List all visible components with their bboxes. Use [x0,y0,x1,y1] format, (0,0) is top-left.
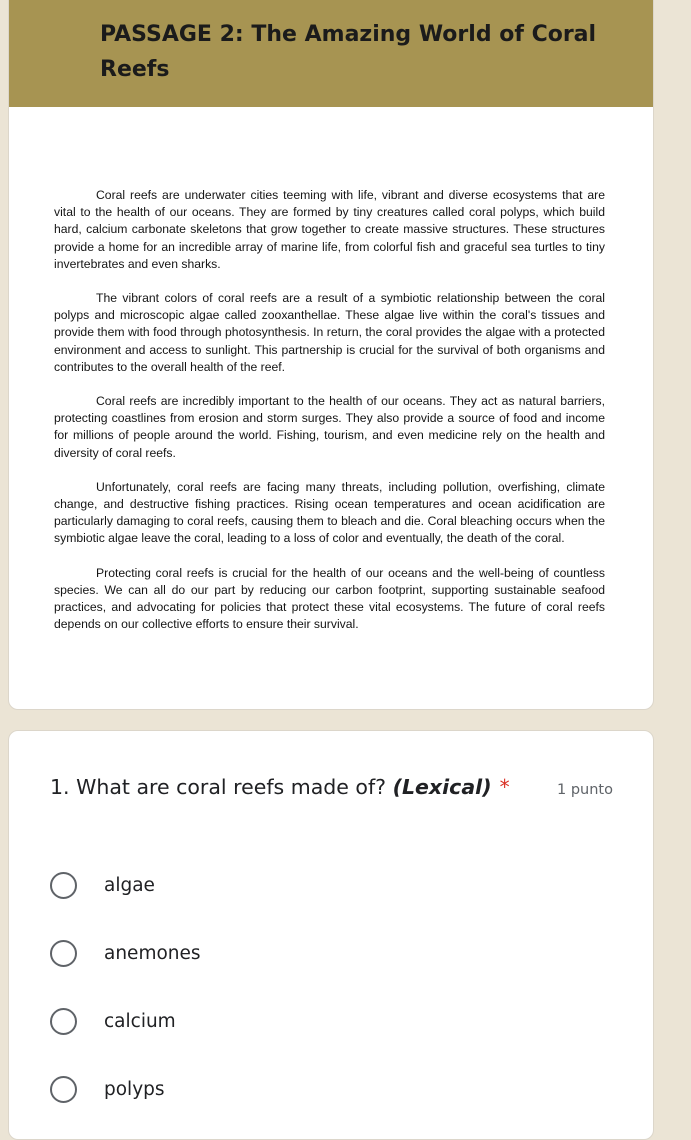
option-algae[interactable] [50,851,201,919]
question-points: 1 punto [557,782,613,798]
answer-options [50,851,201,1123]
radio-circle-icon[interactable] [50,1008,77,1035]
option-label: polyps [104,1078,165,1100]
option-label: calcium [104,1010,176,1032]
passage-paragraph: Coral reefs are underwater cities teeming with life, vibrant and diverse ecosystems that are vital to the health of our oceans. They are formed by tiny creatures called coral polyps, which build hard, calcium carbonate skeletons that grow together to create massive structures. These structures provide a home for an incredible array of marine life, from colorful fish and graceful sea turtles to tiny invertebrates and even sharks. [54,188,605,271]
question-header [50,775,613,799]
passage-header [9,0,653,107]
option-polyps[interactable] [50,1055,201,1123]
passage-paragraph: Coral reefs are incredibly important to the health of our oceans. They act as natural barriers, protecting coastlines from erosion and storm surges. They also provide a source of food and income for millions of people around the world. Fishing, tourism, and even medicine rely on the health and diversity of coral reefs. [54,394,605,460]
option-calcium[interactable] [50,987,201,1055]
question-tag: (Lexical) [392,775,492,799]
passage-paragraph: Protecting coral reefs is crucial for the health of our oceans and the well-being of countless species. We can all do our part by reducing our carbon footprint, supporting sustainable seafood practices, and advocating for policies that protect these vital ecosystems. The future of coral reefs depends on our collective efforts to ensure their survival. [54,565,605,632]
radio-circle-icon[interactable] [50,872,77,899]
passage-card [8,0,654,710]
passage-title: PASSAGE 2: The Amazing World of Coral Reefs [100,22,597,82]
required-asterisk: * [499,775,510,799]
passage-body [9,107,653,633]
passage-paragraph: The vibrant colors of coral reefs are a result of a symbiotic relationship between the coral polyps and microscopic algae called zooxanthellae. These algae live within the coral's tissues and provide them with food through photosynthesis. In return, the coral provides the algae with a protected environment and access to sunlight. This partnership is crucial for the survival of both organisms and contributes to the overall health of the reef. [54,291,605,374]
radio-circle-icon[interactable] [50,1076,77,1103]
question-text: 1. What are coral reefs made of? [50,775,393,799]
option-anemones[interactable] [50,919,201,987]
question-card [8,730,654,1140]
option-label: algae [104,874,155,896]
question-title [50,775,492,799]
passage-paragraph: Unfortunately, coral reefs are facing many threats, including pollution, overfishing, climate change, and destructive fishing practices. Rising ocean temperatures and ocean acidification are particularly damaging to coral reefs, causing them to bleach and die. Coral bleaching occurs when the symbiotic algae leave the coral, leading to a loss of color and eventually, the death of the coral. [54,479,605,546]
option-label: anemones [104,942,201,964]
radio-circle-icon[interactable] [50,940,77,967]
